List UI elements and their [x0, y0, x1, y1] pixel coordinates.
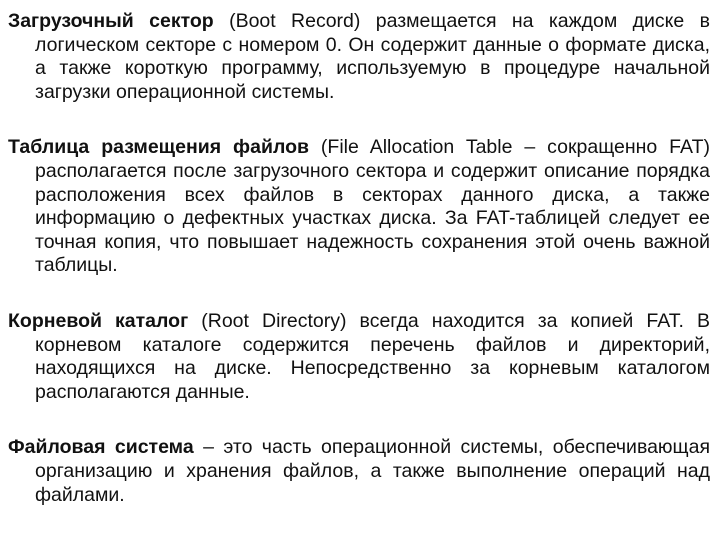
paragraph-fat [8, 136, 710, 278]
term-boot-record: Загрузочный сектор [8, 10, 214, 32]
paragraph-boot-record [8, 10, 710, 104]
definition-root-directory: (Root Directory) всегда находится за копией FAT. В корневом каталоге содержится перечень файлов и директорий, находящихся на диске. Непосредственно за корневым каталогом располагаются данные. [35, 309, 711, 403]
definition-file-system: – это часть операционной системы, обеспечивающая организацию и хранения файлов, а также выполнение операций над файлами. [35, 436, 710, 506]
definition-fat: (File Allocation Table – сокращенно FAT) располагается после загрузочного сектора и содержит описание порядка расположения всех файлов в секторах данного диска, а также информацию о дефектных участках диска. За FAT-таблицей следует ее точная копия, что повышает надежность сохранения этой очень важной таблицы. [35, 136, 710, 277]
paragraph-file-system [8, 436, 710, 507]
term-fat: Таблица размещения файлов [8, 136, 309, 159]
paragraph-root-directory [8, 310, 710, 404]
slide-content [8, 10, 710, 539]
term-file-system: Файловая система [8, 436, 194, 459]
term-root-directory: Корневой каталог [8, 309, 189, 332]
definition-boot-record: (Boot Record) размещается на каждом диске в логическом секторе с номером 0. Он содержит данные о формате диска, а также короткую программу, используемую в процедуре начальной загрузки операционной системы. [35, 10, 710, 103]
